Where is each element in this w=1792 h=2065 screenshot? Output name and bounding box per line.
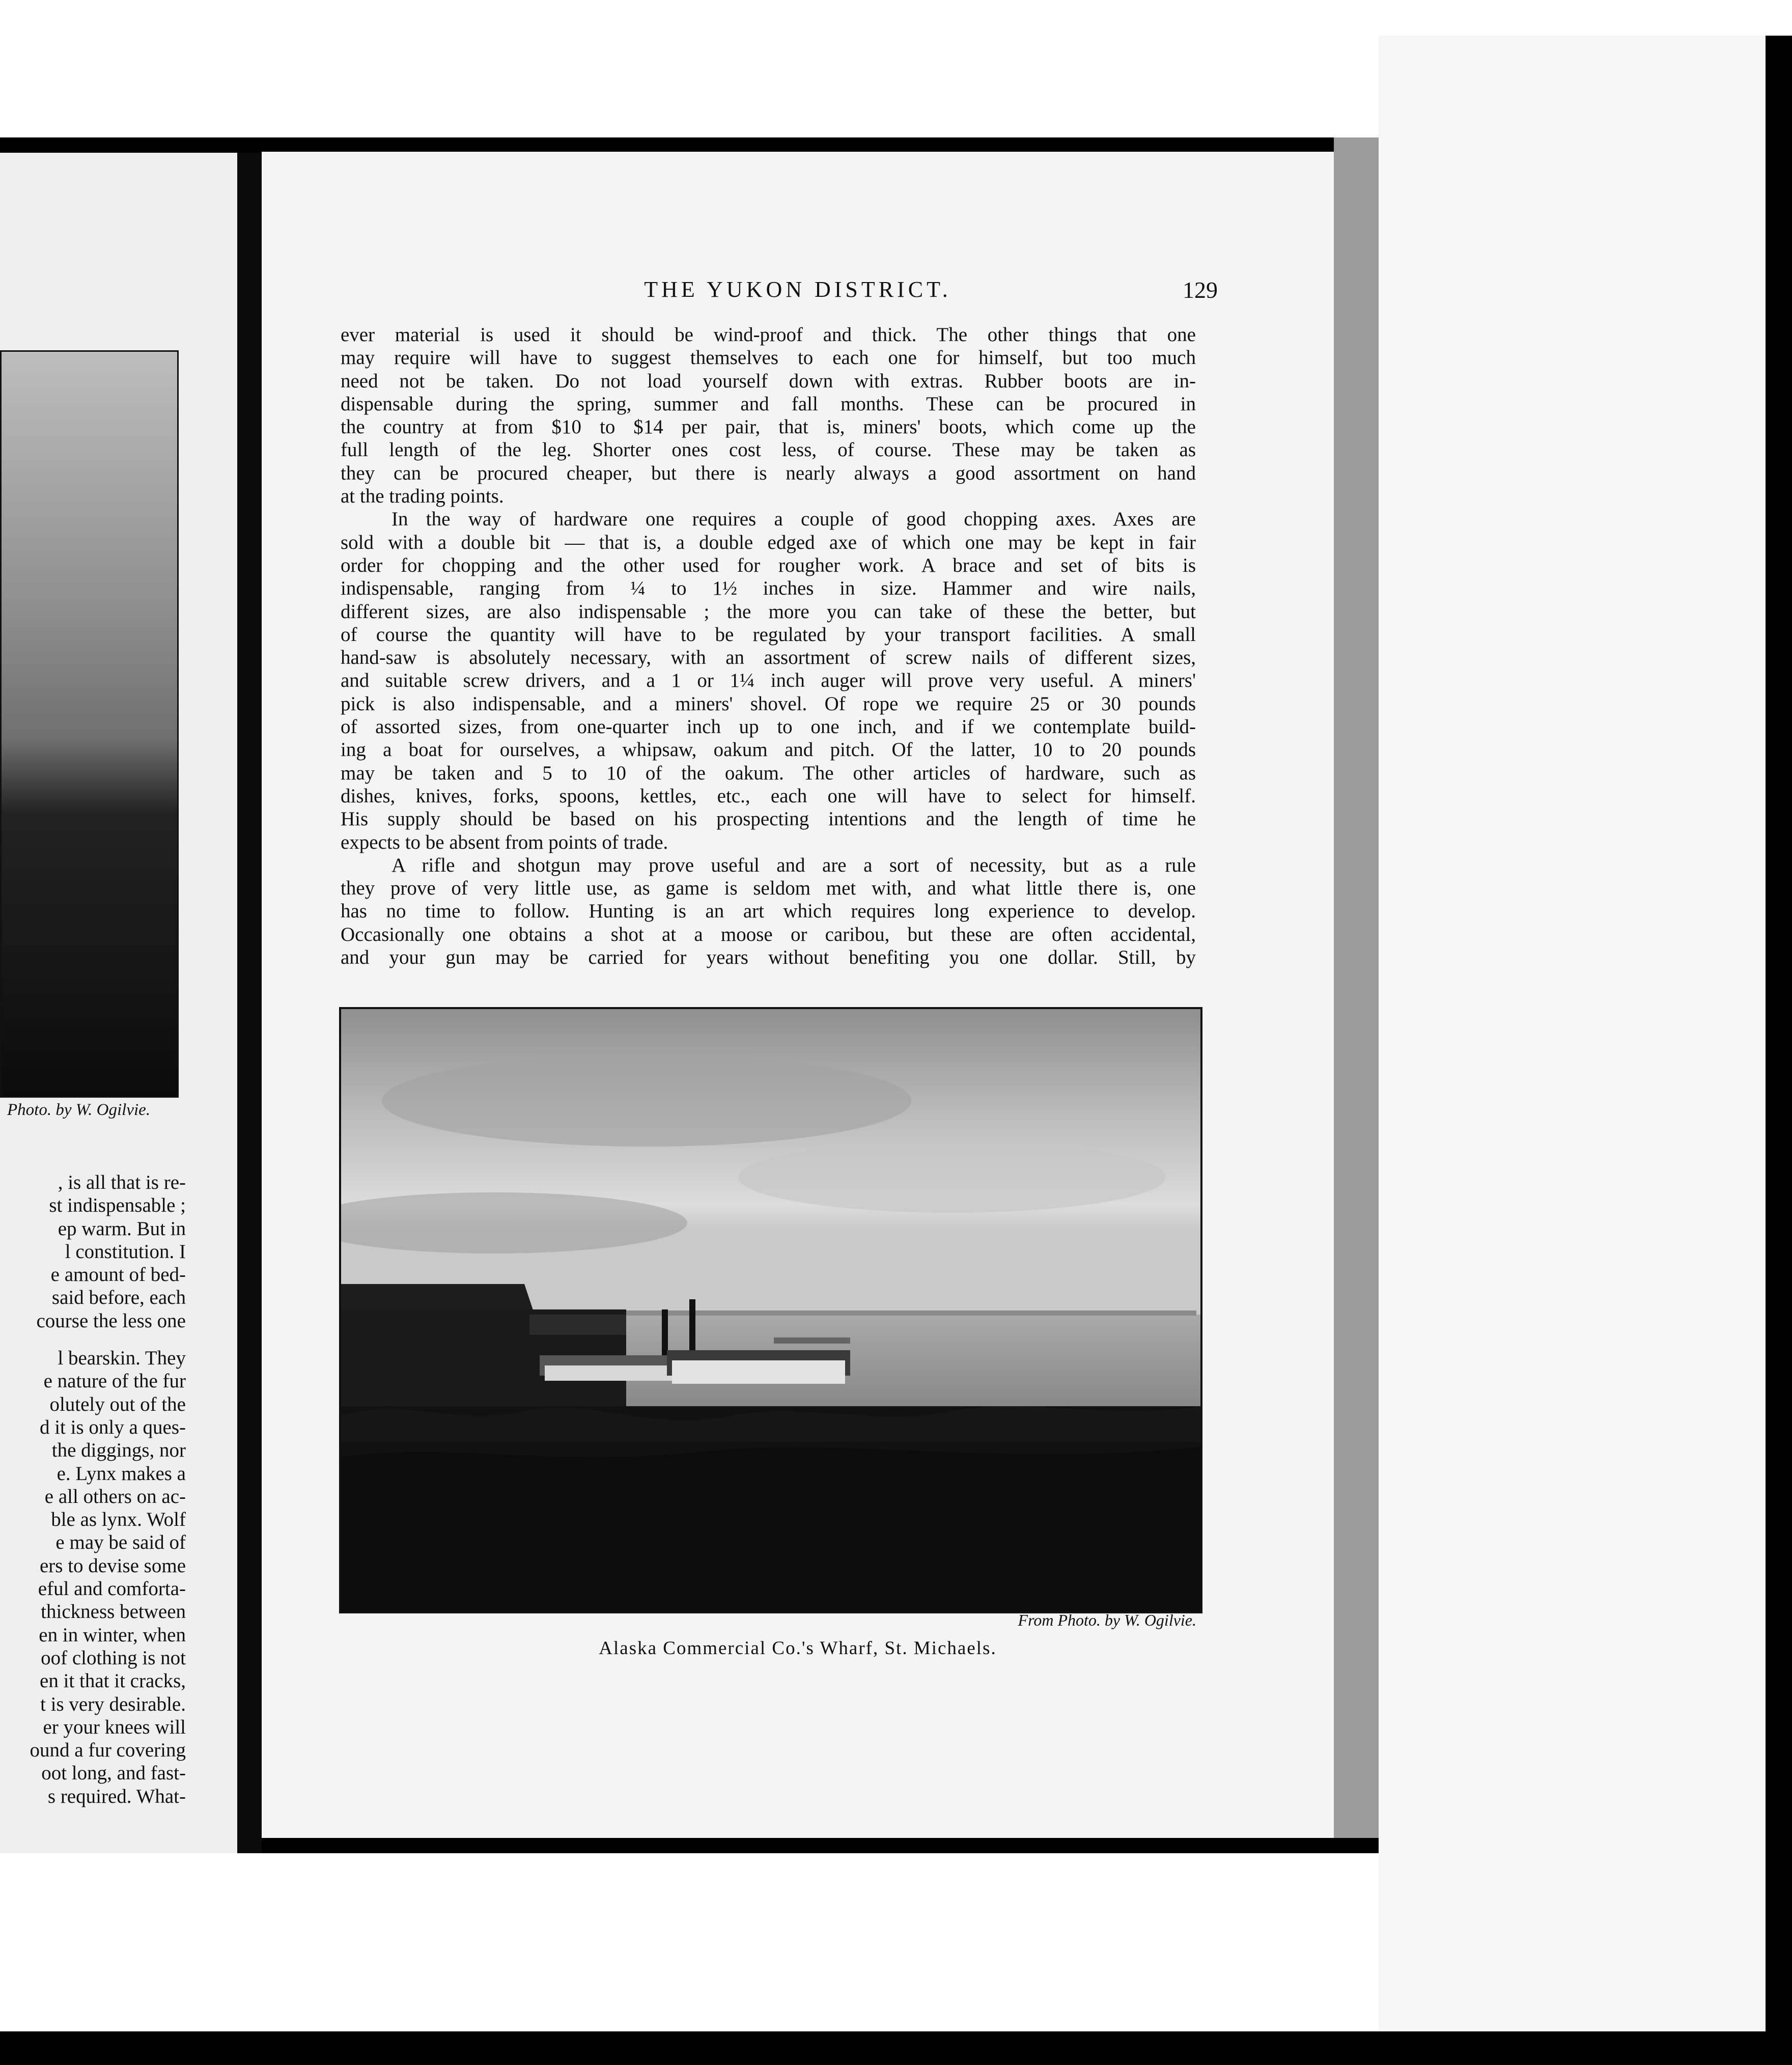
text-line: dishes, knives, forks, spoons, kettles, etc., each one will have to select for himself.: [341, 785, 1196, 807]
scan-margin-left-top: [0, 36, 1379, 137]
text-line: and suitable screw drivers, and a 1 or 1¼ inch auger will prove very useful. A miners': [341, 669, 1196, 692]
text-line: need not be taken. Do not load yourself down with extras. Rubber boots are in-: [341, 370, 1196, 392]
left-page-photo: [0, 350, 179, 1098]
body-text: [341, 323, 1196, 969]
text-line: t is very desirable.: [40, 1693, 186, 1715]
wharf-photograph: [339, 1007, 1202, 1613]
text-line: may be taken and 5 to 10 of the oakum. The other articles of hardware, such as: [341, 762, 1196, 784]
scan-margin-bottom: [0, 1853, 1379, 2031]
text-line: d it is only a ques-: [39, 1416, 186, 1438]
text-line: , is all that is re-: [58, 1171, 186, 1193]
text-line: order for chopping and the other used for rougher work. A brace and set of bits is: [341, 554, 1196, 576]
scan-margin-top: [0, 0, 1792, 36]
book-page: [262, 152, 1334, 1838]
text-line: His supply should be based on his prospecting intentions and the length of time he: [341, 808, 1196, 830]
page-number: 129: [1183, 277, 1218, 303]
text-line: expects to be absent from points of trade.: [341, 831, 668, 853]
text-line: and your gun may be carried for years without benefiting you one dollar. Still, by: [341, 946, 1196, 969]
text-line: hand-saw is absolutely necessary, with an assortment of screw nails of different sizes,: [341, 647, 1196, 669]
scan-margin-right: [1379, 36, 1766, 2031]
text-line: dispensable during the spring, summer and fall months. These can be procured in: [341, 393, 1196, 415]
text-line: of assorted sizes, from one-quarter inch up to one inch, and if we contemplate build-: [341, 716, 1196, 738]
text-line: ever material is used it should be wind-proof and thick. The other things that one: [341, 324, 1196, 346]
text-line: e nature of the fur: [43, 1370, 186, 1392]
text-line: thickness between: [41, 1601, 186, 1623]
text-line: Occasionally one obtains a shot at a moose or caribou, but these are often accidental,: [341, 923, 1196, 945]
text-line: ble as lynx. Wolf: [51, 1509, 186, 1531]
text-line: ound a fur covering: [30, 1739, 186, 1762]
text-line: oof clothing is not: [41, 1647, 186, 1669]
text-line: at the trading points.: [341, 485, 504, 508]
text-line: e all others on ac-: [44, 1485, 186, 1508]
text-line: has no time to follow. Hunting is an art which requires long experience to develop.: [341, 900, 1196, 923]
text-line: they prove of very little use, as game is seldom met with, and what little there is, one: [341, 877, 1196, 900]
left-page-text: [0, 1171, 186, 1808]
text-line: ing a boat for ourselves, a whipsaw, oakum and pitch. Of the latter, 10 to 20 pounds: [341, 739, 1196, 761]
text-line: they can be procured cheaper, but there is nearly always a good assortment on hand: [341, 462, 1196, 484]
text-line: ers to devise some: [39, 1554, 186, 1577]
text-line: may require will have to suggest themselves to each one for himself, but too much: [341, 347, 1196, 369]
text-line: said before, each: [51, 1287, 186, 1309]
text-line: olutely out of the: [49, 1393, 186, 1415]
text-line: course the less one: [36, 1309, 186, 1332]
text-line: ep warm. But in: [58, 1217, 186, 1240]
text-line: st indispensable ;: [49, 1194, 186, 1217]
text-line: indispensable, ranging from ¼ to 1½ inches in size. Hammer and wire nails,: [341, 577, 1196, 600]
text-line: e may be said of: [55, 1531, 186, 1554]
text-line: full length of the leg. Shorter ones cost less, of course. These may be taken as: [341, 439, 1196, 461]
text-line: en it that it cracks,: [40, 1670, 186, 1692]
text-line: pick is also indispensable, and a miners' shovel. Of rope we require 25 or 30 pounds: [341, 692, 1196, 715]
text-line: en in winter, when: [39, 1624, 186, 1646]
text-line: s required. What-: [47, 1785, 186, 1807]
wharf-photo-image: [341, 1009, 1200, 1611]
text-line: eful and comforta-: [38, 1578, 186, 1600]
text-line: l bearskin. They: [58, 1347, 186, 1370]
book-spine: [237, 153, 262, 1853]
left-photo-credit: Photo. by W. Ogilvie.: [7, 1101, 151, 1119]
text-line: A rifle and shotgun may prove useful and are a sort of necessity, but as a rule: [391, 854, 1196, 876]
paragraph-gap: [0, 1332, 186, 1347]
text-line: different sizes, are also indispensable ; the more you can take of these the better, but: [341, 600, 1196, 623]
text-line: of course the quantity will have to be regulated by your transport facilities. A small: [341, 623, 1196, 646]
text-line: oot long, and fast-: [41, 1762, 186, 1784]
left-facing-page: [0, 153, 260, 1853]
text-line: sold with a double bit — that is, a double edged axe of which one may be kept in fair: [341, 531, 1196, 553]
running-title: THE YUKON DISTRICT.: [644, 277, 951, 302]
text-line: the country at from $10 to $14 per pair, that is, miners' boots, which come up the: [341, 416, 1196, 438]
text-line: l constitution. I: [65, 1240, 186, 1263]
text-line: e amount of bed-: [50, 1264, 186, 1286]
text-line: In the way of hardware one requires a couple of good chopping axes. Axes are: [391, 508, 1196, 531]
text-line: the diggings, nor: [51, 1439, 186, 1462]
photo-caption: Alaska Commercial Co.'s Wharf, St. Michaels.: [599, 1638, 997, 1659]
text-line: e. Lynx makes a: [57, 1462, 186, 1485]
running-head: [262, 276, 1334, 307]
page-edge-shadow: [1334, 137, 1379, 1838]
photo-credit: From Photo. by W. Ogilvie.: [1018, 1611, 1196, 1629]
text-line: er your knees will: [43, 1716, 186, 1738]
